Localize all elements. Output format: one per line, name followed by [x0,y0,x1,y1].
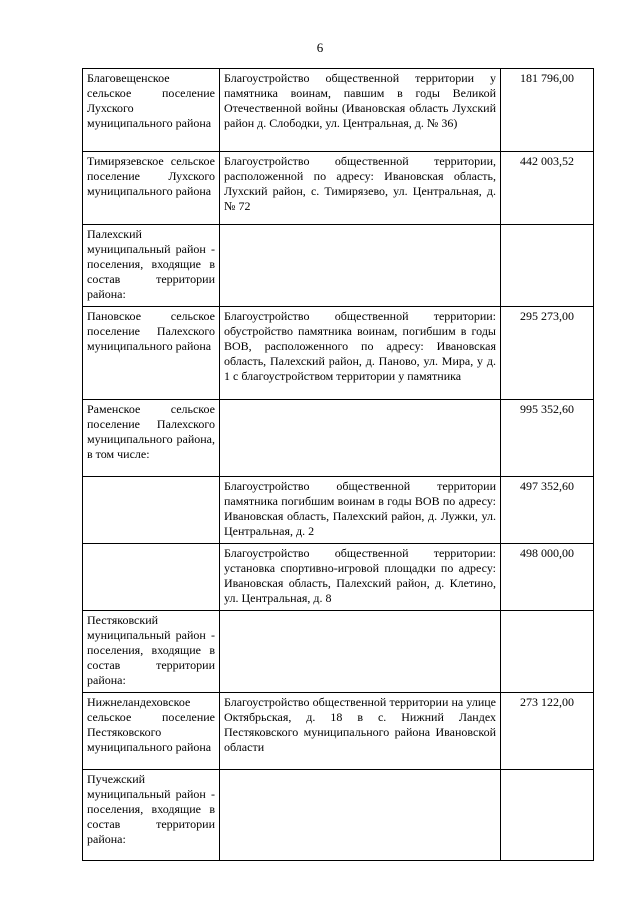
amount-cell [501,225,594,307]
municipality-cell [83,477,220,544]
table-row [83,770,594,861]
table-row [83,152,594,225]
table-row [83,69,594,152]
municipality-cell: Палехский муниципальный район - поселения, входящие в состав территории района: [83,225,220,307]
amount-cell: 498 000,00 [501,544,594,611]
description-cell: Благоустройство общественной территории: установка спортивно-игровой площадки по адресу: Ивановская область, Палехский район, д. Клетино, ул. Центральная, д. 8 [220,544,501,611]
amount-cell: 995 352,60 [501,400,594,477]
description-cell: Благоустройство общественной территории памятника погибшим воинам в годы ВОВ по адресу: Ивановская область, Палехский район, д. Лужки, ул. Центральная, д. 2 [220,477,501,544]
municipality-cell: Благовещенское сельское поселение Лухского муниципального района [83,69,220,152]
municipality-cell: Пучежский муниципальный район - поселения, входящие в состав территории района: [83,770,220,861]
description-cell [220,400,501,477]
description-cell: Благоустройство общественной территории, расположенной по адресу: Ивановская область, Лухский район, с. Тимирязево, ул. Центральная, д. № 72 [220,152,501,225]
amount-cell: 273 122,00 [501,693,594,770]
description-cell: Благоустройство общественной территории у памятника воинам, павшим в годы Великой Отечественной войны (Ивановская область Лухский район д. Слободки, ул. Центральная, д. № 36) [220,69,501,152]
amount-cell: 497 352,60 [501,477,594,544]
municipality-cell: Нижнеландеховское сельское поселение Пестяковского муниципального района [83,693,220,770]
amount-cell [501,770,594,861]
table-row [83,693,594,770]
description-cell [220,770,501,861]
municipality-cell: Пестяковский муниципальный район - поселения, входящие в состав территории района: [83,611,220,693]
amount-cell: 442 003,52 [501,152,594,225]
description-cell [220,611,501,693]
description-cell: Благоустройство общественной территории: обустройство памятника воинам, погибшим в годы ВОВ, расположенного по адресу: Ивановская область, Палехский район, д. Паново, ул. Мира, у д. 1 с благоустройством территории у памятника [220,307,501,400]
municipality-cell: Раменское сельское поселение Палехского муниципального района, в том числе: [83,400,220,477]
table-row [83,544,594,611]
table-row [83,400,594,477]
table-row [83,477,594,544]
municipality-cell: Пановское сельское поселение Палехского муниципального района [83,307,220,400]
funding-table [82,68,594,861]
description-cell [220,225,501,307]
municipality-cell: Тимирязевское сельское поселение Лухского муниципального района [83,152,220,225]
table-row [83,225,594,307]
amount-cell: 181 796,00 [501,69,594,152]
table-row [83,307,594,400]
municipality-cell [83,544,220,611]
description-cell: Благоустройство общественной территории на улице Октябрьская, д. 18 в с. Нижний Ландех Пестяковского муниципального района Ивановской области [220,693,501,770]
page-number: 6 [316,40,324,55]
amount-cell: 295 273,00 [501,307,594,400]
amount-cell [501,611,594,693]
table-row [83,611,594,693]
